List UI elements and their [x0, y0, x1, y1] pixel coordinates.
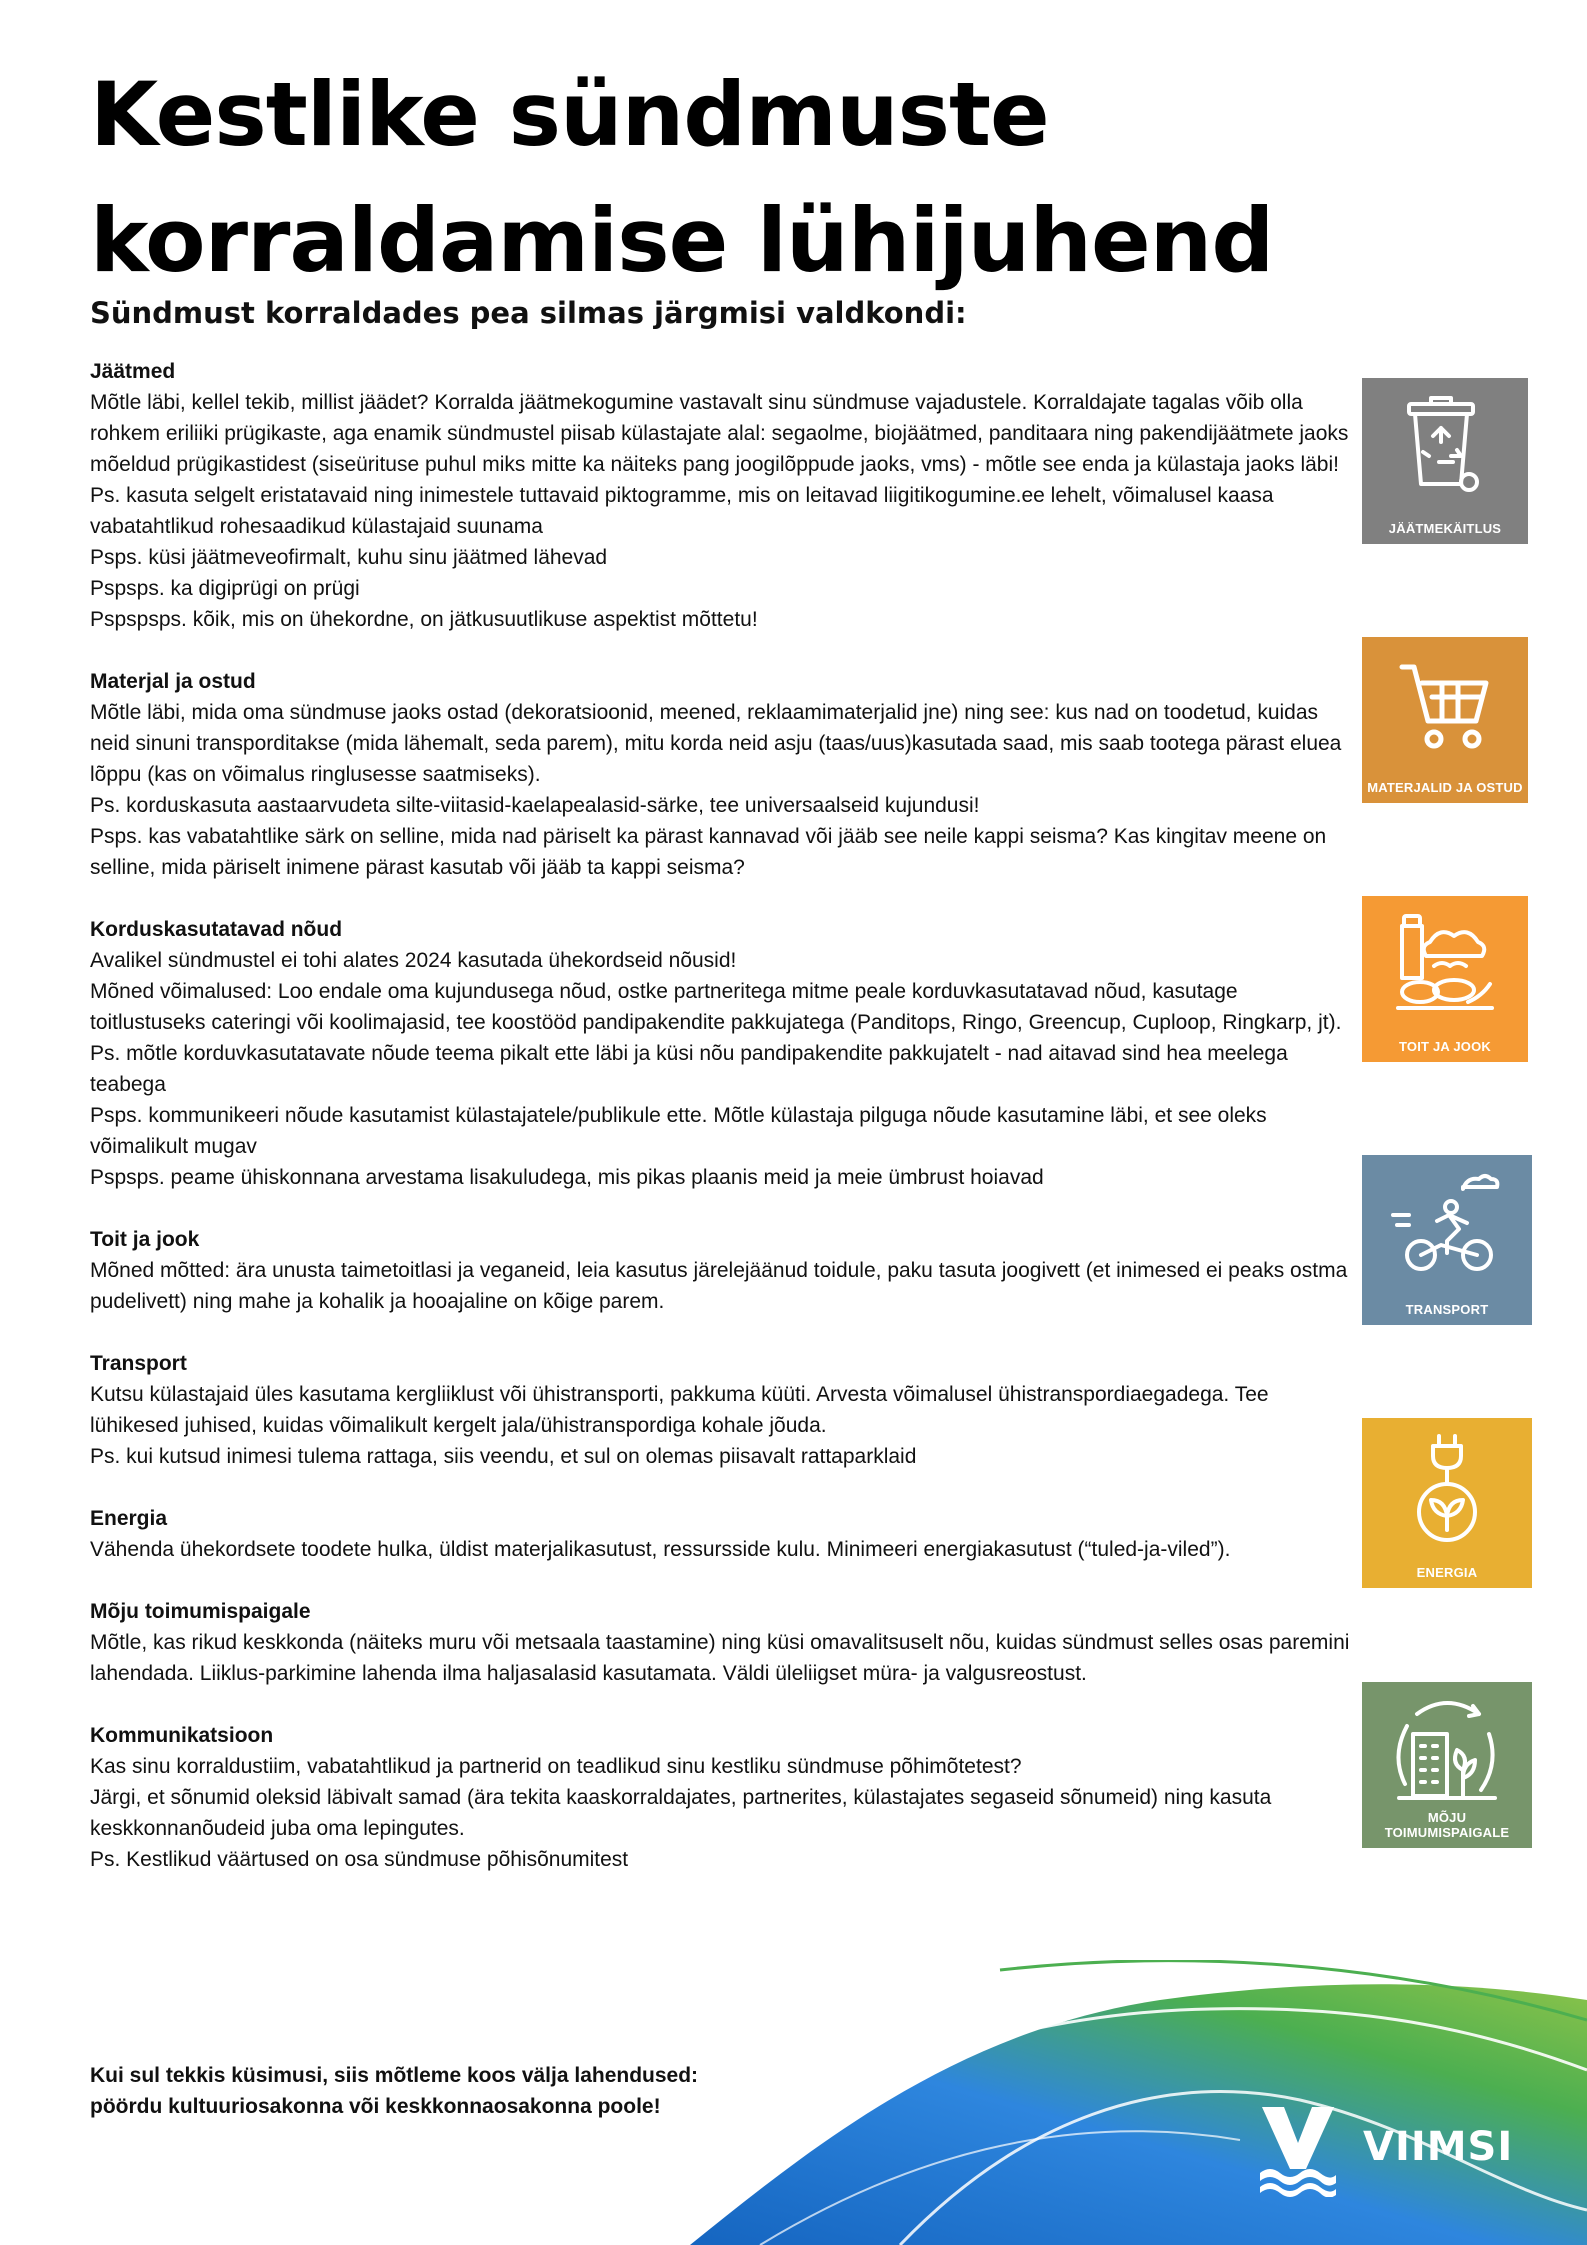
guide-sections: [90, 356, 1350, 1906]
section-paragraph: Avalikel sündmustel ei tohi alates 2024 kasutada ühekordseid nõusid!: [90, 949, 737, 972]
tile-label: ENERGIA: [1416, 1565, 1478, 1580]
section-paragraph: Ps. Kestlikud väärtused on osa sündmuse põhisõnumitest: [90, 1848, 629, 1871]
section-heading: Korduskasutatavad nõud: [90, 918, 343, 941]
section: [90, 1224, 1350, 1317]
section-paragraph: Pspspsps. kõik, mis on ühekordne, on jätkusuutlikuse aspektist mõttetu!: [90, 608, 758, 631]
section: [90, 1596, 1350, 1689]
section-paragraph: Vähenda ühekordsete toodete hulka, üldist materjalikasutust, ressursside kulu. Minimeeri energiakasutust (“tuled-ja-viled”).: [90, 1538, 1231, 1561]
closing-line-2: pöördu kultuuriosakonna või keskkonnaosakonna poole!: [90, 2095, 661, 2118]
closing-line-1: Kui sul tekkis küsimusi, siis mõtleme koos välja lahendused:: [90, 2064, 699, 2087]
section: [90, 1720, 1350, 1875]
materials-purchases-tile: [1362, 637, 1528, 803]
page-title: [90, 52, 1290, 304]
section-paragraph: Psps. kas vabatahtlike särk on selline, mida nad päriselt ka pärast kannavad või jääb see neile kappi seisma? Kas kingitav meene on selline, mida päriselt inimene pärast kasutab või jääb ta kappi seisma?: [90, 825, 1327, 879]
section-paragraph: Pspsps. peame ühiskonnana arvestama lisakuludega, mis pikas plaanis meid ja meie ümbrust hoiavad: [90, 1166, 1044, 1189]
tile-label: TOIT JA JOOK: [1399, 1039, 1491, 1054]
section-paragraph: Pspsps. ka digiprügi on prügi: [90, 577, 360, 600]
tile-label: MATERJALID JA OSTUD: [1367, 780, 1523, 795]
section-paragraph: Järgi, et sõnumid oleksid läbivalt samad (ära tekita kaaskorraldajates, partnerites, külastajates segaseid sõnumeid) ning kasuta keskkonnanõudeid juba oma lepingutes.: [90, 1786, 1272, 1840]
energy-plug-leaf-icon: [1397, 1430, 1497, 1548]
viimsi-logo-mark: [1258, 2103, 1338, 2197]
section-heading: Transport: [90, 1352, 187, 1375]
tile-label: JÄÄTMEKÄITLUS: [1388, 521, 1502, 536]
section-paragraph: Ps. mõtle korduvkasutatavate nõude teema pikalt ette läbi ja küsi nõu pandipakendite pakkujatelt - nad aitavad sind hea meelega teabega: [90, 1042, 1288, 1096]
section-paragraph: Mõtle läbi, mida oma sündmuse jaoks ostad (dekoratsioonid, meened, reklaamimaterjalid jne) ning see: kus nad on toodetud, kuidas neid sinuni transporditakse (mida lähemalt, seda parem), mitu korda neid asju (taas/uus)kasutada saad, mis saab tootega pärast eluea lõppu (kas on võimalus ringlusesse saatmiseks).: [90, 701, 1342, 786]
section-paragraph: Ps. korduskasuta aastaarvudeta silte-viitasid-kaelapealasid-särke, tee universaalseid kujundusi!: [90, 794, 980, 817]
tile-label: TRANSPORT: [1405, 1302, 1489, 1317]
section: [90, 666, 1350, 883]
page-title-line-2: korraldamise lühijuhend: [90, 189, 1274, 292]
section-paragraph: Kutsu külastajaid üles kasutama kergliiklust või ühistransporti, pakkuma küüti. Arvesta võimalusel ühistranspordiaegadega. Tee lühikesed juhised, kuidas võimalikult kergelt jala/ühistranspordiga kohale jõuda.: [90, 1383, 1269, 1437]
food-drink-tile: [1362, 896, 1528, 1062]
section-heading: Materjal ja ostud: [90, 670, 256, 693]
section-heading: Kommunikatsioon: [90, 1724, 274, 1747]
page-title-line-1: Kestlike sündmuste: [90, 63, 1049, 166]
recycle-bin-icon: [1395, 390, 1495, 500]
section-heading: Jäätmed: [90, 360, 176, 383]
section-paragraph: Mõtle, kas rikud keskkonda (näiteks muru või metsaala taastamine) ning küsi omavalitsuselt nõu, kuidas sündmust selles osas paremini lahendada. Liiklus-parkimine lahenda ilma haljasalasid kasutamata. Väldi üleliigset müra- ja valgusreostust.: [90, 1631, 1350, 1685]
section-paragraph: Ps. kasuta selgelt eristatavaid ning inimestele tuttavaid piktogramme, mis on leitavad liigitikogumine.ee lehelt, võimalusel kaasa vabatahtlikud rohesaadikud külastajaid suunama: [90, 484, 1274, 538]
section-paragraph: Mõned mõtted: ära unusta taimetoitlasi ja veganeid, leia kasutus järelejäänud toidule, paku tasuta joogivett (et inimesed ei peaks ostma pudelivett) ning mahe ja kohalik ja hooajaline on kõige parem.: [90, 1259, 1348, 1313]
section: [90, 356, 1350, 635]
section-heading: Toit ja jook: [90, 1228, 200, 1251]
viimsi-logo-text: VIIMSI: [1363, 2124, 1514, 2170]
city-nature-cycle-icon: [1387, 1694, 1507, 1810]
section-paragraph: Mõtle läbi, kellel tekib, millist jäädet? Korralda jäätmekogumine vastavalt sinu sündmuse vajadustele. Korraldajate tagalas võib olla rohkem eriliiki prügikaste, aga enamik sündmustel piisab külastajate alal: segaolme, biojäätmed, panditaara ning pakendijäätmete jaoks mõeldud prügikastidest (siseürituse puhul miks mitte ka näiteks pang joogilõppude jaoks, vms) - mõtle see enda ja külastaja jaoks läbi!: [90, 391, 1349, 476]
section-heading: Mõju toimumispaigale: [90, 1600, 311, 1623]
site-impact-tile: [1362, 1682, 1532, 1848]
section: [90, 1503, 1350, 1565]
section: [90, 914, 1350, 1193]
bicycle-rider-icon: [1387, 1167, 1507, 1283]
footer-wave: [0, 1960, 1587, 2245]
section-paragraph: Psps. küsi jäätmeveofirmalt, kuhu sinu jäätmed lähevad: [90, 546, 608, 569]
section-heading: Energia: [90, 1507, 168, 1530]
food-basket-icon: [1390, 908, 1500, 1024]
energy-tile: [1362, 1418, 1532, 1588]
shopping-cart-icon: [1390, 649, 1500, 759]
tile-label: MÕJU TOIMUMISPAIGALE: [1384, 1810, 1510, 1840]
waste-management-tile: [1362, 378, 1528, 544]
section-paragraph: Ps. kui kutsud inimesi tulema rattaga, siis veendu, et sul on olemas piisavalt rattaparklaid: [90, 1445, 917, 1468]
section: [90, 1348, 1350, 1472]
section-paragraph: Psps. kommunikeeri nõude kasutamist külastajatele/publikule ette. Mõtle külastaja pilguga nõude kasutamine läbi, et see oleks võimalikult mugav: [90, 1104, 1267, 1158]
transport-tile: [1362, 1155, 1532, 1325]
page-subtitle: Sündmust korraldades pea silmas järgmisi valdkondi:: [90, 296, 967, 330]
section-paragraph: Mõned võimalused: Loo endale oma kujundusega nõud, ostke partneritega mitme peale korduvkasutatavad nõud, kasutage toitlustuseks cateringi või koolimajasid, tee koostööd pandipakendite pakkujatega (Panditops, Ringo, Greencup, Cuploop, Ringkarp, jt).: [90, 980, 1342, 1034]
section-paragraph: Kas sinu korraldustiim, vabatahtlikud ja partnerid on teadlikud sinu kestliku sündmuse põhimõtetest?: [90, 1755, 1022, 1778]
